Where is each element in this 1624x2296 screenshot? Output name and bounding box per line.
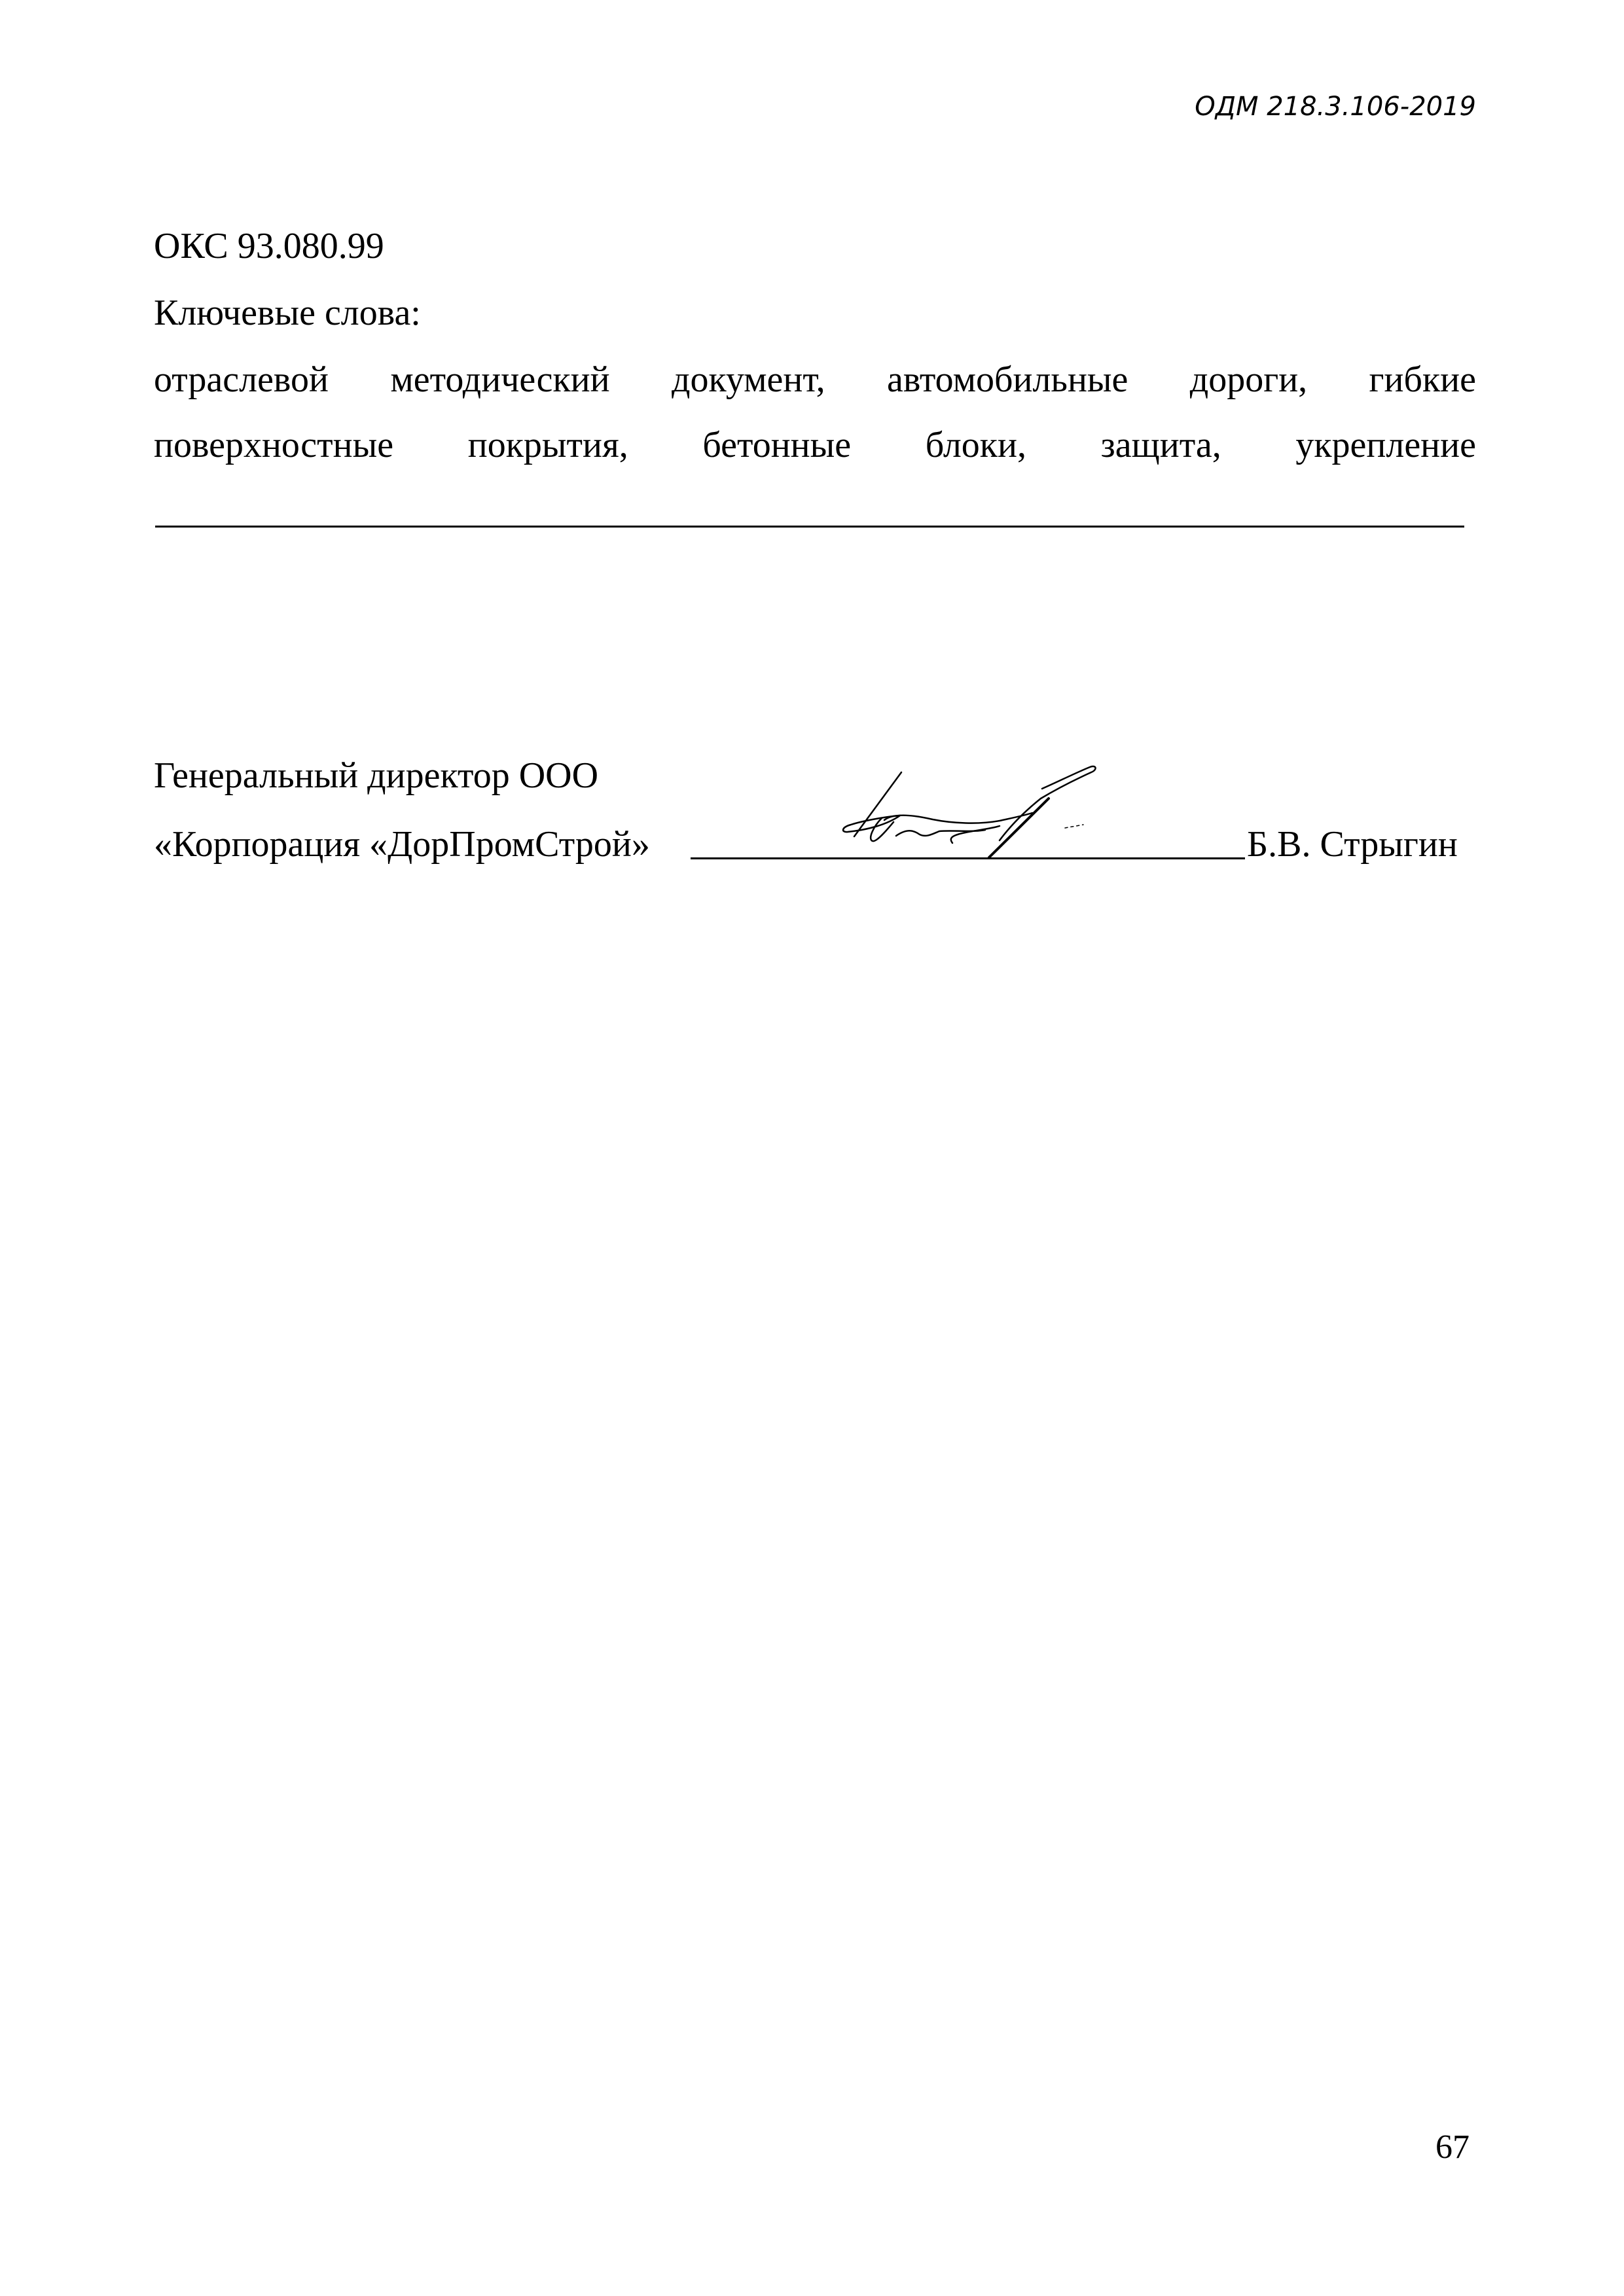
document-code-header: ОДМ 218.3.106-2019: [1195, 92, 1476, 122]
signature-line: [691, 857, 1245, 859]
keyword: автомобильные: [887, 359, 1128, 400]
keyword: отраслевой: [154, 359, 329, 400]
handwritten-signature-icon: [828, 753, 1142, 857]
keyword: поверхностные: [154, 425, 394, 465]
oks-code: ОКС 93.080.99: [154, 226, 384, 266]
keyword: бетонные: [702, 425, 852, 465]
keywords-label: Ключевые слова:: [154, 293, 421, 333]
signatory-name: Б.В. Стрыгин: [1247, 824, 1458, 865]
separator-rule: [155, 526, 1464, 528]
signatory-position-line-2: «Корпорация «ДорПромСтрой»: [154, 824, 650, 865]
keyword: защита,: [1100, 425, 1221, 465]
keyword: документ,: [671, 359, 825, 400]
keyword: методический: [390, 359, 610, 400]
signatory-position-line-1: Генеральный директор ООО: [154, 755, 599, 796]
keyword: покрытия,: [467, 425, 628, 465]
keyword: укрепление: [1295, 425, 1476, 465]
keyword: блоки,: [925, 425, 1026, 465]
keyword: дороги,: [1189, 359, 1308, 400]
page-number: 67: [1435, 2128, 1470, 2166]
keyword: гибкие: [1369, 359, 1476, 400]
keywords-line-1: [154, 361, 1476, 398]
keywords-line-2: [154, 427, 1476, 463]
